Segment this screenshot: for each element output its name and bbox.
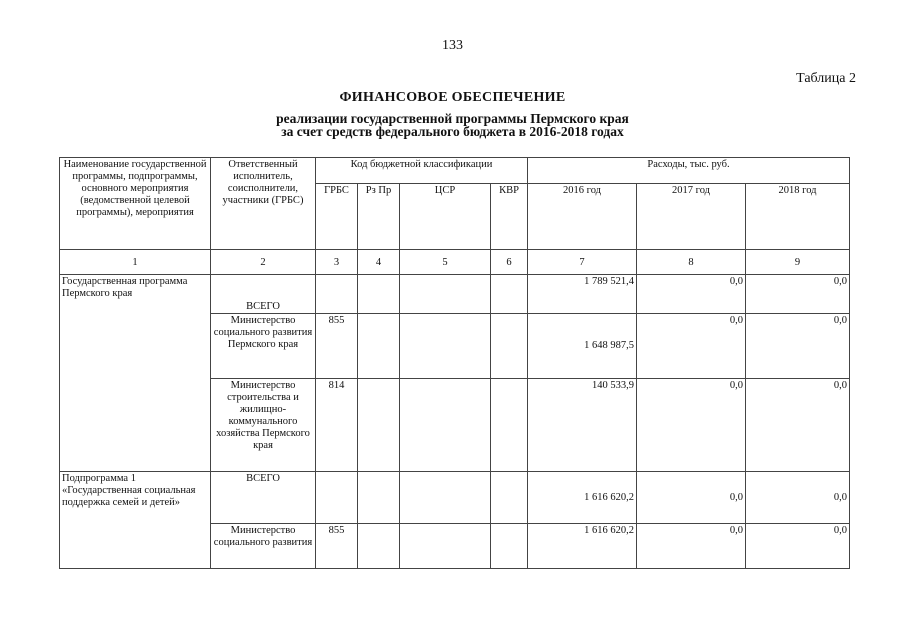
subtitle-line-1: реализации государственной программы Пермского края: [276, 111, 629, 126]
executor-ministry-construction: Министерство строительства и жилищно-коммунального хозяйства Пермского края: [211, 379, 316, 472]
col-num: 5: [400, 250, 491, 275]
value-2016: 1 616 620,2: [528, 524, 637, 569]
subprogram-name: Подпрограмма 1 «Государственная социальная поддержка семей и детей»: [60, 472, 211, 569]
kvr-cell: [491, 524, 528, 569]
col-num: 6: [491, 250, 528, 275]
kvr-cell: [491, 275, 528, 314]
header-year-2017: 2017 год: [637, 184, 746, 250]
rzpr-cell: [358, 275, 400, 314]
executor-ministry-social: Министерство социального развития Пермского края: [211, 314, 316, 379]
col-num: 8: [637, 250, 746, 275]
col-num: 9: [746, 250, 850, 275]
value-2016: 1 648 987,5: [528, 314, 637, 379]
value-2017: 0,0: [637, 379, 746, 472]
kvr-cell: [491, 379, 528, 472]
value-2016: 1 616 620,2: [528, 472, 637, 524]
header-budget-code: Код бюджетной классификации: [316, 158, 528, 184]
header-name: Наименование государственной программы, подпрограммы, основного мероприятия (ведомственной целевой программы), мероприятия: [60, 158, 211, 250]
header-executor: Ответственный исполнитель, соисполнители, участники (ГРБС): [211, 158, 316, 250]
table-label: Таблица 2: [796, 71, 856, 86]
value-2018: 0,0: [746, 275, 850, 314]
header-csr: ЦСР: [400, 184, 491, 250]
grbs-cell: [316, 275, 358, 314]
subtitle-line-2: за счет средств федерального бюджета в 2016-2018 годах: [281, 124, 624, 139]
col-num: 1: [60, 250, 211, 275]
kvr-cell: [491, 472, 528, 524]
program-name: Государственная программа Пермского края: [60, 275, 211, 472]
csr-cell: [400, 275, 491, 314]
executor-ministry-social: Министерство социального развития: [211, 524, 316, 569]
value-2017: 0,0: [637, 472, 746, 524]
csr-cell: [400, 314, 491, 379]
col-num: 2: [211, 250, 316, 275]
kvr-cell: [491, 314, 528, 379]
grbs-cell: 814: [316, 379, 358, 472]
value-2016: 1 789 521,4: [528, 275, 637, 314]
rzpr-cell: [358, 379, 400, 472]
document-subtitle: [0, 112, 905, 138]
col-num: 4: [358, 250, 400, 275]
financing-table: [59, 157, 850, 569]
csr-cell: [400, 524, 491, 569]
value-2018: 0,0: [746, 472, 850, 524]
col-num: 3: [316, 250, 358, 275]
col-num: 7: [528, 250, 637, 275]
rzpr-cell: [358, 472, 400, 524]
header-rzpr: Рз Пр: [358, 184, 400, 250]
header-kvr: КВР: [491, 184, 528, 250]
csr-cell: [400, 379, 491, 472]
csr-cell: [400, 472, 491, 524]
rzpr-cell: [358, 314, 400, 379]
header-year-2016: 2016 год: [528, 184, 637, 250]
value-2017: 0,0: [637, 524, 746, 569]
value-2016: 140 533,9: [528, 379, 637, 472]
grbs-cell: 855: [316, 314, 358, 379]
header-year-2018: 2018 год: [746, 184, 850, 250]
executor-total: ВСЕГО: [211, 275, 316, 314]
column-number-row: [60, 250, 850, 275]
grbs-cell: [316, 472, 358, 524]
value-2018: 0,0: [746, 379, 850, 472]
page-number: 133: [442, 38, 463, 53]
table-row: [60, 275, 850, 314]
rzpr-cell: [358, 524, 400, 569]
value-2017: 0,0: [637, 314, 746, 379]
executor-total: ВСЕГО: [211, 472, 316, 524]
header-grbs: ГРБС: [316, 184, 358, 250]
grbs-cell: 855: [316, 524, 358, 569]
table-row: [60, 472, 850, 524]
header-expenses: Расходы, тыс. руб.: [528, 158, 850, 184]
value-2017: 0,0: [637, 275, 746, 314]
value-2018: 0,0: [746, 524, 850, 569]
value-2018: 0,0: [746, 314, 850, 379]
document-title: ФИНАНСОВОЕ ОБЕСПЕЧЕНИЕ: [339, 90, 566, 105]
